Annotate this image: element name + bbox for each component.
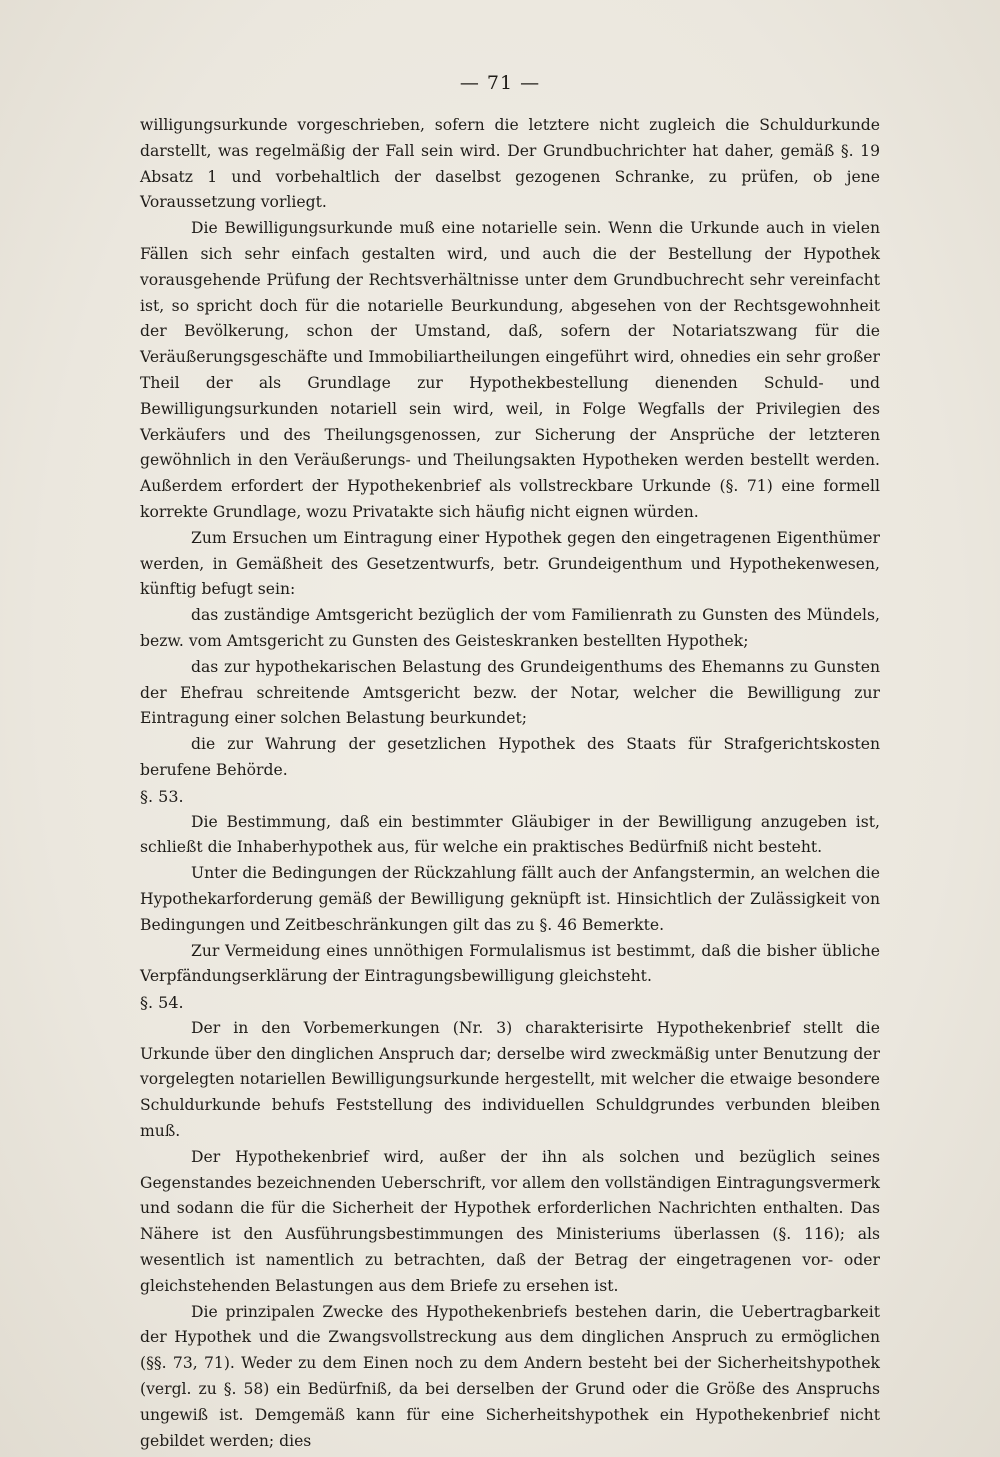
list-item-amtsgericht: das zuständige Amtsgericht bezüglich der vom Familienrath zu Gunsten des Mündels, bezw. vom Amtsgericht zu Gunsten des Geisteskranken bestellten Hypothek; xyxy=(140,606,880,650)
paragraph-formulalismus: Zur Vermeidung eines unnöthigen Formulalismus ist bestimmt, daß die bisher übliche Verpfändungserklärung der Eintragungsbewilligung gleichsteht. xyxy=(140,941,880,986)
paragraph-hypothekenbrief-inhalt: Der Hypothekenbrief wird, außer der ihn als solchen und bezüglich seines Gegenstandes bezeichnenden Ueberschrift, vor allem den vollständigen Eintragungsvermerk und sodann die für die Sicherheit der Hypothek erforderlichen Nachrichten enthalten. Das Nähere ist den Ausführungsbestimmungen des Ministeriums überlassen (§. 116); als wesentlich ist namentlich zu betrachten, daß der Betrag der eingetragenen vor- oder gleichstehenden Belastungen aus dem Briefe zu ersehen ist. xyxy=(140,1147,880,1295)
paragraph-hypothekenbrief-zwecke: Die prinzipalen Zwecke des Hypothekenbriefs bestehen darin, die Uebertragbarkeit der Hypothek und die Zwangsvollstreckung aus dem dinglichen Anspruch zu ermöglichen (§§. 73, 71). Weder zu dem Einen noch zu dem Andern besteht bei der Sicherheitshypothek (vergl. zu §. 58) ein Bedürfniß, da bei derselben der Grund oder die Größe des Anspruchs ungewiß ist. Demgemäß kann für eine Sicherheitshypothek ein Hypothekenbrief nicht gebildet werden; dies xyxy=(140,1302,880,1450)
paragraph-continuation: willigungsurkunde vorgeschrieben, sofern die letztere nicht zugleich die Schuldurkunde darstellt, was regelmäßig der Fall sein wird. Der Grundbuchrichter hat daher, gemäß §. 19 Absatz 1 und vorbehaltlich der daselbst gezogenen Schranke, zu prüfen, ob jene Voraussetzung vorliegt. xyxy=(140,116,880,212)
paragraph-notarial-form: Die Bewilligungsurkunde muß eine notarielle sein. Wenn die Urkunde auch in vielen Fällen sich sehr einfach gestalten wird, und auch die der Bestellung der Hypothek vorausgehende Prüfung der Rechtsverhältnisse unter dem Grundbuchrecht sehr vereinfacht ist, so spricht doch für die notarielle Beurkundung, abgesehen von der Rechtsgewohnheit der Bevölkerung, schon der Umstand, daß, sofern der Notariatszwang für die Veräußerungsgeschäfte und Immobiliartheilungen eingeführt wird, ohnedies ein sehr großer Theil der als Grundlage zur Hypothekbestellung dienenden Schuld- und Bewilligungsurkunden notariell sein wird, weil, in Folge Wegfalls der Privilegien des Verkäufers und des Theilungsgenossen, zur Sicherung der Ansprüche der letzteren gewöhnlich in den Veräußerungs- und Theilungsakten Hypotheken werden bestellt werden. Außerdem erfordert der Hypothekenbrief als vollstreckbare Urkunde (§. 71) eine formell korrekte Grundlage, wozu Privatakte sich häufig nicht eignen würden. xyxy=(140,219,880,521)
list-item-ehefrau: das zur hypothekarischen Belastung des Grundeigenthums des Ehemanns zu Gunsten der Ehefrau schreitende Amtsgericht bezw. der Notar, welcher die Bewilligung zur Eintragung einer solchen Belastung beurkundet; xyxy=(140,657,880,728)
section-heading-54: §. 54. xyxy=(140,993,184,1013)
paragraph-request-entry: Zum Ersuchen um Eintragung einer Hypothek gegen den eingetragenen Eigenthümer werden, in Gemäßheit des Gesetzentwurfs, betr. Grundeigenthum und Hypothekenwesen, künftig befugt sein: xyxy=(140,528,880,599)
paragraph-hypothekenbrief-urkunde: Der in den Vorbemerkungen (Nr. 3) charakterisirte Hypothekenbrief stellt die Urkunde über den dinglichen Anspruch dar; derselbe wird zweckmäßig unter Benutzung der vorgelegten notariellen Bewilligungsurkunde hergestellt, mit welcher die etwaige besondere Schuldurkunde behufs Feststellung des individuellen Schuldgrundes verbunden bleiben muß. xyxy=(140,1018,880,1141)
body-text xyxy=(140,113,880,1454)
paragraph-inhaberhypothek: Die Bestimmung, daß ein bestimmter Gläubiger in der Bewilligung anzugeben ist, schließt die Inhaberhypothek aus, für welche ein praktisches Bedürfniß nicht besteht. xyxy=(140,812,880,857)
paragraph-bedingungen: Unter die Bedingungen der Rückzahlung fällt auch der Anfangstermin, an welchen die Hypothekarforderung gemäß der Bewilligung geknüpft ist. Hinsichtlich der Zulässigkeit von Bedingungen und Zeitbeschränkungen gilt das zu §. 46 Bemerkte. xyxy=(140,864,880,934)
list-item-staat: die zur Wahrung der gesetzlichen Hypothek des Staats für Strafgerichtskosten berufene Behörde. xyxy=(140,735,880,779)
section-heading-53: §. 53. xyxy=(140,786,184,806)
page-number: — 71 — xyxy=(459,72,541,94)
